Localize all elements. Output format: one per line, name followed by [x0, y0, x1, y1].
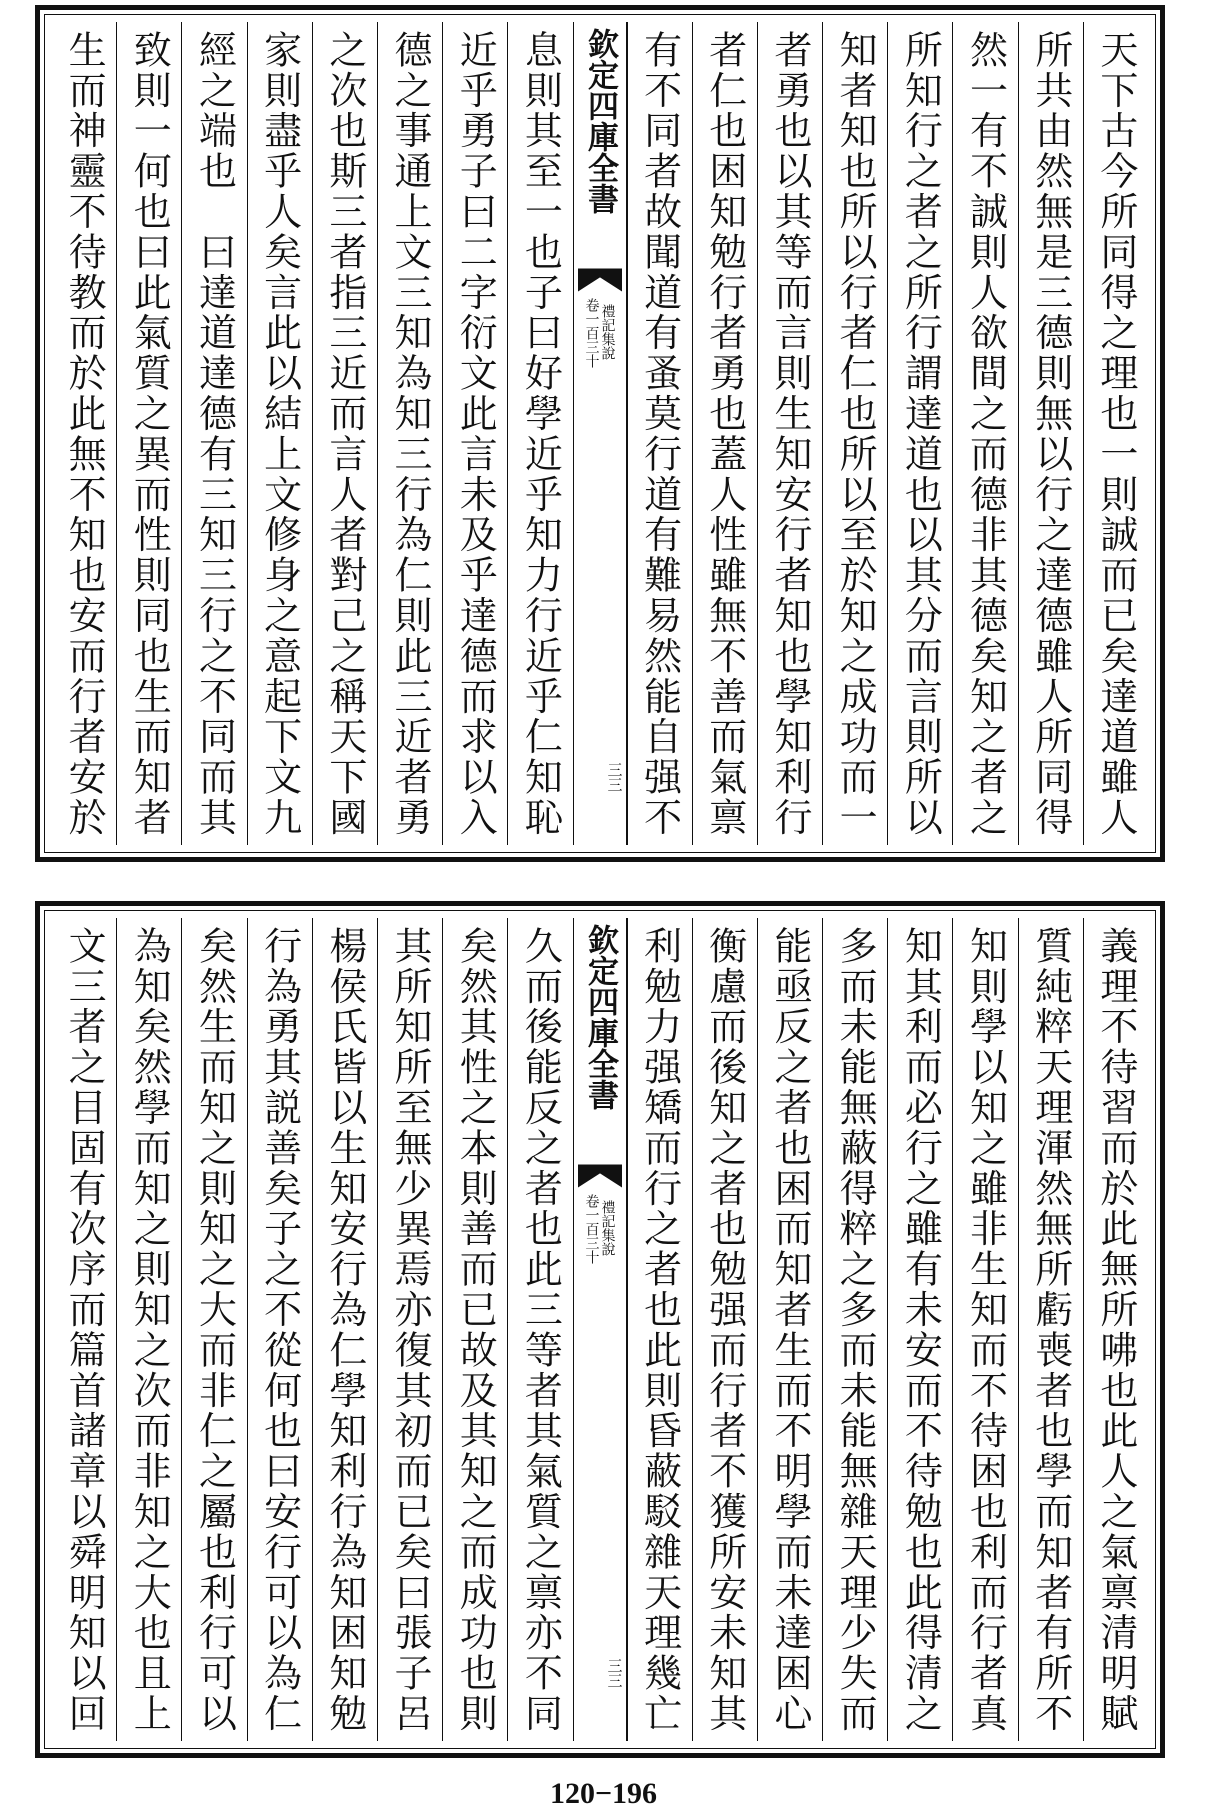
text-column [757, 918, 822, 1741]
column-text: 致則一何也曰此氣質之異而性則同也生而知者 [127, 30, 172, 838]
column-text: 利勉力强矯而行之者也此則昏蔽駁雜天理幾亡 [637, 926, 682, 1734]
folio-number: 三三 [605, 1658, 624, 1688]
book-title: 欽定四庫全書 [582, 28, 618, 214]
text-column [312, 22, 377, 845]
juan-number: 卷一百三十 [583, 1194, 600, 1264]
center-subtitles [574, 1194, 626, 1614]
column-text: 天下古今所同得之理也一則誠而已矣達道雖人 [1093, 30, 1138, 838]
book-name: 禮記集說 [599, 1200, 616, 1256]
column-text: 衡慮而後知之者也勉强而行者不獲所安未知其 [702, 926, 747, 1734]
column-text: 義理不待習而於此無所咈也此人之氣禀清明賦 [1093, 926, 1138, 1734]
text-column [442, 22, 507, 845]
block-center-strip [573, 918, 627, 1741]
block-center-strip [573, 22, 627, 845]
text-column [377, 918, 442, 1741]
column-text: 質純粹天理渾然無所虧喪者也學而知者有所不 [1028, 926, 1073, 1734]
column-text: 矣然其性之本則善而已故及其知之而成功也則 [453, 926, 498, 1734]
text-column [822, 918, 887, 1741]
text-column [952, 918, 1017, 1741]
text-column [692, 918, 757, 1741]
juan-number: 卷一百三十 [583, 298, 600, 368]
text-column [52, 918, 116, 1741]
folio-number: 三三 [605, 762, 624, 792]
text-column [887, 22, 952, 845]
text-column [952, 22, 1017, 845]
text-column [247, 22, 312, 845]
book-name: 禮記集說 [599, 304, 616, 360]
page-number: 120−196 [549, 1777, 658, 1810]
column-text: 生而神靈不待教而於此無不知也安而行者安於 [62, 30, 107, 838]
column-text: 久而後能反之者也此三等者其氣質之禀亦不同 [518, 926, 563, 1734]
book-title: 欽定四庫全書 [582, 924, 618, 1110]
text-column [116, 22, 181, 845]
column-text: 近乎勇子曰二字衍文此言未及乎達德而求以入 [453, 30, 498, 838]
column-text: 矣然生而知之則知之大而非仁之屬也利行可以 [192, 926, 237, 1734]
lower-page-frame [35, 901, 1165, 1758]
column-text: 德之事通上文三知為知三行為仁則此三近者勇 [388, 30, 433, 838]
fish-tail-mark-icon [578, 267, 622, 293]
text-column [52, 22, 116, 845]
column-text: 文三者之目固有次序而篇首諸章以舜明知以回 [62, 926, 107, 1734]
column-text: 知者知也所以行者仁也所以至於知之成功而一 [833, 30, 878, 838]
column-text: 行為勇其説善矣子之不從何也曰安行可以為仁 [257, 926, 302, 1734]
column-text: 所共由然無是三德則無以行之達德雖人所同得 [1028, 30, 1073, 838]
upper-page-columns [52, 22, 1148, 845]
text-column [692, 22, 757, 845]
column-text: 有不同者故聞道有蚤莫行道有難易然能自强不 [637, 30, 682, 838]
center-subtitles [574, 298, 626, 718]
text-column [627, 22, 692, 845]
text-column [181, 22, 246, 845]
column-text: 家則盡乎人矣言此以結上文修身之意起下文九 [257, 30, 302, 838]
text-column [1018, 22, 1083, 845]
text-column [757, 22, 822, 845]
text-column [887, 918, 952, 1741]
column-text: 能亟反之者也困而知者生而不明學而未達困心 [767, 926, 812, 1734]
text-column [1083, 22, 1148, 845]
text-column [247, 918, 312, 1741]
column-text: 多而未能無蔽得粹之多而未能無雜天理少失而 [833, 926, 878, 1734]
text-column [312, 918, 377, 1741]
column-text: 經之端也 曰達道達德有三知三行之不同而其 [192, 30, 237, 838]
text-column [377, 22, 442, 845]
column-text: 為知矣然學而知之則知之次而非知之大也且上 [127, 926, 172, 1734]
text-column [442, 918, 507, 1741]
text-column [1018, 918, 1083, 1741]
column-text: 者勇也以其等而言則生知安行者知也學知利行 [767, 30, 812, 838]
text-column [627, 918, 692, 1741]
column-text: 者仁也困知勉行者勇也蓋人性雖無不善而氣禀 [702, 30, 747, 838]
fish-tail-mark-icon [578, 1163, 622, 1189]
column-text: 楊侯氏皆以生知安行為仁學知利行為知困知勉 [322, 926, 367, 1734]
column-text: 其所知所至無少異焉亦復其初而已矣曰張子呂 [388, 926, 433, 1734]
text-column [116, 918, 181, 1741]
text-column [507, 918, 572, 1741]
text-column [822, 22, 887, 845]
text-column [507, 22, 572, 845]
column-text: 知其利而必行之雖有未安而不待勉也此得清之 [898, 926, 943, 1734]
column-text: 息則其至一也子曰好學近乎知力行近乎仁知恥 [518, 30, 563, 838]
lower-page-columns [52, 918, 1148, 1741]
column-text: 所知行之者之所行謂達道也以其分而言則所以 [898, 30, 943, 838]
text-column [181, 918, 246, 1741]
text-column [1083, 918, 1148, 1741]
column-text: 之次也斯三者指三近而言人者對己之稱天下國 [322, 30, 367, 838]
column-text: 知則學以知之雖非生知而不待困也利而行者真 [963, 926, 1008, 1734]
column-text: 然一有不誠則人欲間之而德非其德矣知之者之 [963, 30, 1008, 838]
upper-page-frame [35, 5, 1165, 862]
